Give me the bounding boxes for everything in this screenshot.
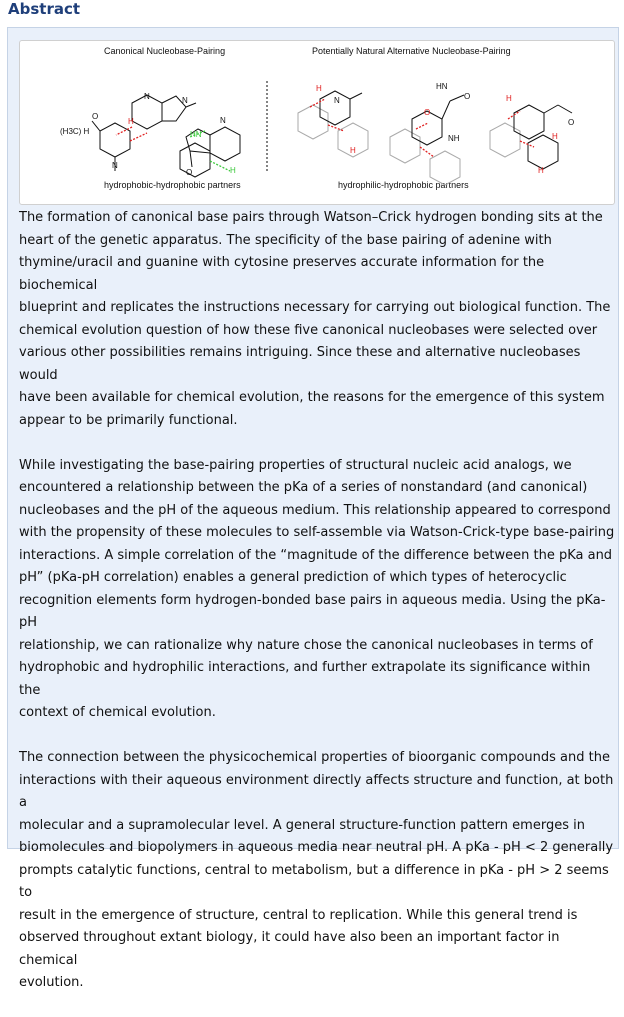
atom-label: O (92, 112, 99, 121)
atom-label: H (506, 94, 512, 103)
atom-label: NH (448, 134, 460, 143)
atom-label: O (186, 168, 193, 177)
abstract-figure (19, 40, 615, 205)
abstract-paragraph-2 (19, 455, 615, 725)
text-line: While investigating the base-pairing properties of structural nucleic acid analogs, we (19, 457, 572, 473)
text-line: The connection between the physicochemical properties of bioorganic compounds and the (19, 750, 610, 765)
text-line: The formation of canonical base pairs through Watson–Crick hydrogen bonding sits at the (19, 210, 603, 225)
text-line: chemical evolution question of how these five canonical nucleobases were selected over (19, 322, 598, 338)
base-pair-structures (20, 41, 614, 204)
atom-label: HN (190, 130, 202, 139)
figure-caption-right: Potentially Natural Alternative Nucleobase-Pairing (312, 46, 511, 56)
atom-label: H (350, 146, 356, 155)
atom-label: N (334, 96, 340, 105)
text-line: prompts catalytic functions, central to metabolism, but a difference in pKa - pH > 2 seems to (19, 862, 609, 900)
atom-label: O (464, 92, 471, 101)
text-line: pH” (pKa-pH correlation) enables a general prediction of which types of heterocyclic (19, 570, 567, 585)
text-line: molecular and a supramolecular level. A general structure-function pattern emerges in (19, 817, 585, 833)
atom-label: N (112, 161, 118, 170)
text-line: thymine/uracil and guanine with cytosine preserves accurate information for the biochemical (19, 255, 545, 293)
text-line: various other possibilities remains intriguing. Since these and alternative nucleobases would (19, 345, 581, 383)
abstract-paragraph-1 (19, 207, 615, 432)
atom-label: O (568, 118, 575, 127)
atom-label: N (182, 96, 188, 105)
text-line: encountered a relationship between the pKa of a series of nonstandard (and canonical) (19, 480, 588, 495)
text-line: have been available for chemical evolution, the reasons for the emergence of this system (19, 390, 605, 405)
alternative-pairs (298, 91, 575, 185)
text-line: interactions with their aqueous environment directly affects structure and function, at both a (19, 772, 614, 810)
text-line: nucleobases and the pH of the aqueous medium. This relationship appeared to correspond (19, 502, 611, 518)
atom-label: H (230, 166, 236, 175)
text-line: result in the emergence of structure, central to replication. While this general trend is (19, 907, 578, 923)
atom-label: HN (436, 82, 448, 91)
atom-label: H (552, 132, 558, 141)
section-title: Abstract (8, 0, 81, 18)
atom-label: N (220, 116, 226, 125)
atom-label: H (538, 166, 544, 175)
abstract-paragraph-3 (19, 747, 615, 995)
text-line: appear to be primarily functional. (19, 412, 238, 428)
abstract-body (19, 207, 615, 1017)
text-line: heart of the genetic apparatus. The specificity of the base pairing of adenine with (19, 232, 552, 248)
atom-label: O (424, 108, 431, 117)
text-line: context of chemical evolution. (19, 705, 216, 720)
methyl-label: (H3C) H (60, 127, 90, 136)
text-line: with the propensity of these molecules to self-assemble via Watson-Crick-type base-pairing (19, 525, 615, 540)
text-line: recognition elements form hydrogen-bonded base pairs in aqueous media. Using the pKa-pH (19, 592, 606, 630)
figure-label-left: hydrophobic-hydrophobic partners (104, 180, 241, 190)
text-line: relationship, we can rationalize why nature chose the canonical nucleobases in terms of (19, 637, 593, 653)
figure-label-right: hydrophilic-hydrophobic partners (338, 180, 469, 190)
text-line: interactions. A simple correlation of the “magnitude of the difference between the pKa and (19, 547, 613, 563)
text-line: blueprint and replicates the instructions necessary for carrying out biological function. The (19, 300, 611, 315)
text-line: evolution. (19, 975, 84, 990)
atom-label: N (144, 92, 150, 101)
figure-caption-left: Canonical Nucleobase-Pairing (104, 46, 226, 56)
atom-label: H (128, 117, 134, 126)
text-line: observed throughout extant biology, it could have also been an important factor in chemical (19, 930, 560, 968)
text-line: biomolecules and biopolymers in aqueous media near neutral pH. A pKa - pH < 2 generally (19, 840, 614, 855)
atom-label: H (316, 84, 322, 93)
text-line: hydrophobic and hydrophilic interactions, and further extrapolate its significance within the (19, 660, 591, 698)
